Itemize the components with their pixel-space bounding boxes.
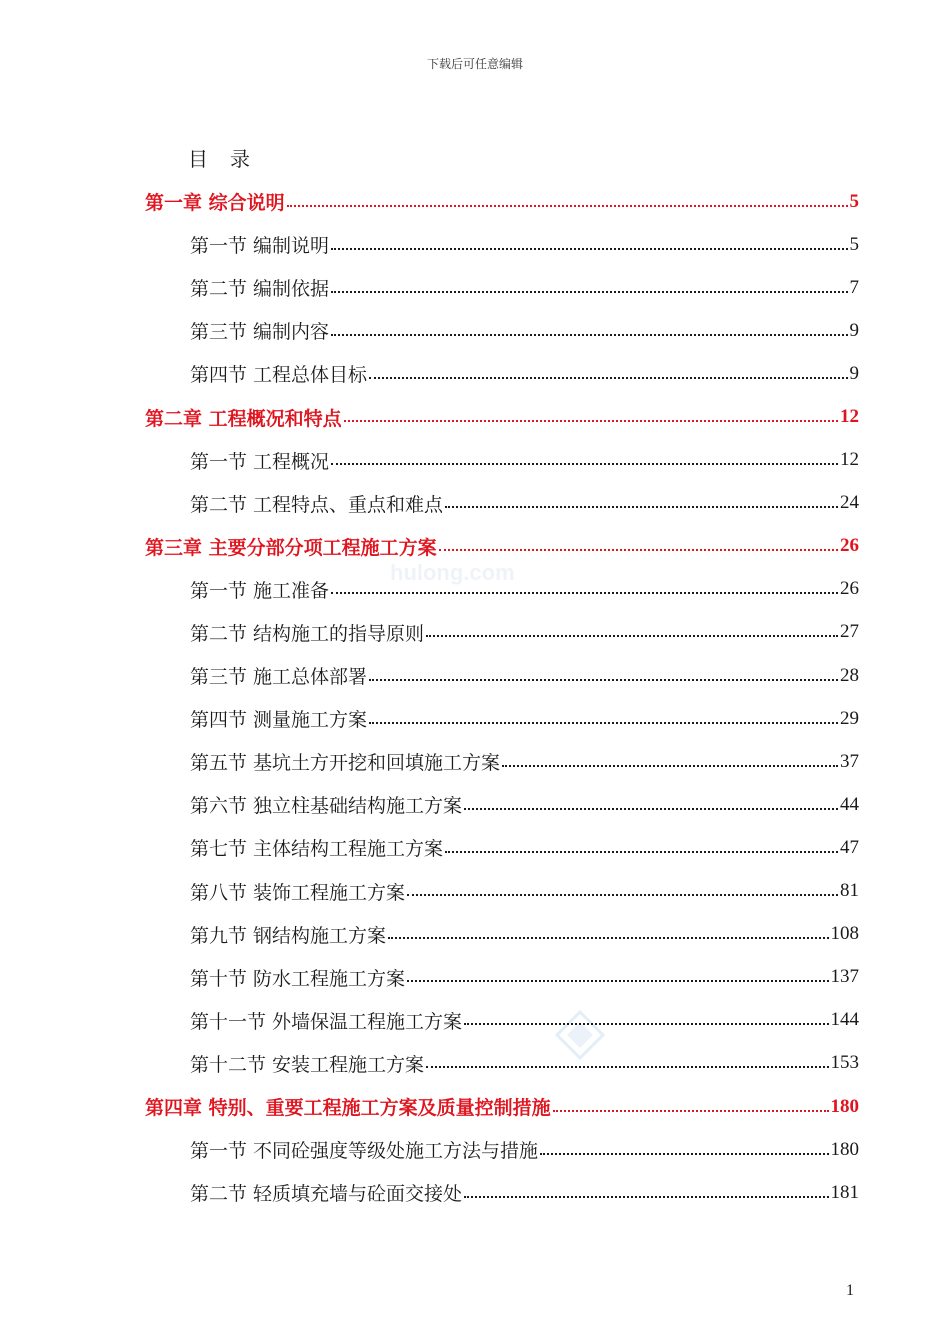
toc-entry-page: 81	[840, 880, 859, 902]
toc-chapter-entry[interactable]	[145, 395, 859, 438]
dot-leader	[331, 291, 847, 293]
toc-entry-label: 第二节 轻质填充墙与砼面交接处	[190, 1183, 463, 1206]
toc-entry-page: 37	[840, 750, 859, 772]
page-number: 1	[846, 1282, 854, 1299]
toc-entry-page: 144	[830, 1009, 859, 1031]
dot-leader	[445, 506, 838, 508]
toc-entry-label: 第三节 编制内容	[190, 321, 330, 344]
toc-entry-page: 28	[840, 664, 859, 686]
toc-section-entry[interactable]	[145, 266, 859, 309]
dot-leader	[540, 1153, 828, 1155]
dot-leader	[426, 1066, 828, 1068]
toc-entry-page: 7	[849, 276, 859, 298]
toc-chapter-entry[interactable]	[145, 180, 859, 223]
toc-section-entry[interactable]	[145, 1128, 859, 1171]
dot-leader	[331, 592, 838, 594]
dot-leader	[369, 377, 847, 379]
dot-leader	[445, 851, 838, 853]
toc-entry-page: 9	[849, 319, 859, 341]
toc-section-entry[interactable]	[145, 352, 859, 395]
toc-section-entry[interactable]	[145, 309, 859, 352]
toc-entry-label: 第二节 结构施工的指导原则	[190, 622, 425, 645]
toc-entry-label: 第四章 特别、重要工程施工方案及质量控制措施	[145, 1097, 551, 1120]
page-header: 下载后可任意编辑	[426, 57, 523, 71]
toc-entry-page: 29	[840, 707, 859, 729]
toc-entry-page: 12	[840, 449, 859, 471]
toc-section-entry[interactable]	[145, 783, 859, 826]
toc-entry-page: 27	[840, 621, 859, 643]
toc-entry-label: 第二节 工程特点、重点和难点	[190, 493, 444, 516]
dot-leader	[464, 1196, 828, 1198]
toc-section-entry[interactable]	[145, 654, 859, 697]
toc-section-entry[interactable]	[145, 1171, 859, 1214]
watermark-text: hulong.com	[390, 560, 515, 585]
toc-chapter-entry[interactable]	[145, 1085, 859, 1128]
toc-section-entry[interactable]	[145, 740, 859, 783]
dot-leader	[439, 549, 838, 551]
toc-entry-label: 第一节 编制说明	[190, 235, 330, 258]
toc-title: 目录	[188, 147, 272, 171]
dot-leader	[464, 808, 838, 810]
dot-leader	[287, 205, 848, 207]
toc-entry-label: 第二节 编制依据	[190, 278, 330, 301]
toc-entry-label: 第八节 装饰工程施工方案	[190, 881, 406, 904]
toc-entry-label: 第五节 基坑土方开挖和回填施工方案	[190, 752, 501, 775]
toc-section-entry[interactable]	[145, 956, 859, 999]
dot-leader	[369, 722, 838, 724]
dot-leader	[553, 1110, 829, 1112]
dot-leader	[464, 1023, 828, 1025]
dot-leader	[344, 420, 838, 422]
toc-entry-page: 5	[849, 190, 859, 212]
toc-entry-label: 第十二节 安装工程施工方案	[190, 1053, 425, 1076]
dot-leader	[331, 334, 847, 336]
toc-section-entry[interactable]	[145, 870, 859, 913]
toc-section-entry[interactable]	[145, 913, 859, 956]
dot-leader	[388, 937, 828, 939]
toc-section-entry[interactable]	[145, 611, 859, 654]
toc-entry-page: 26	[840, 578, 859, 600]
dot-leader	[407, 980, 828, 982]
toc-section-entry[interactable]	[145, 1042, 859, 1085]
toc-entry-page: 180	[830, 1138, 859, 1160]
dot-leader	[502, 765, 838, 767]
toc-entry-page: 181	[830, 1181, 859, 1203]
toc-section-entry[interactable]	[145, 439, 859, 482]
toc-entry-page: 108	[830, 923, 859, 945]
toc-entry-page: 26	[840, 535, 859, 557]
toc-entry-page: 153	[830, 1052, 859, 1074]
toc-entry-label: 第一节 工程概况	[190, 450, 330, 473]
toc-section-entry[interactable]	[145, 697, 859, 740]
toc-entry-page: 24	[840, 492, 859, 514]
dot-leader	[426, 635, 838, 637]
toc-entry-page: 180	[830, 1095, 859, 1117]
dot-leader	[407, 894, 838, 896]
toc-section-entry[interactable]	[145, 223, 859, 266]
toc-entry-label: 第十一节 外墙保温工程施工方案	[190, 1010, 463, 1033]
toc-section-entry[interactable]	[145, 826, 859, 869]
dot-leader	[331, 248, 847, 250]
toc-entry-label: 第七节 主体结构工程施工方案	[190, 838, 444, 861]
toc-entry-label: 第三章 主要分部分项工程施工方案	[145, 536, 437, 559]
toc-entry-label: 第四节 测量施工方案	[190, 709, 368, 732]
toc-entry-page: 137	[830, 966, 859, 988]
dot-leader	[369, 679, 838, 681]
toc-entry-page: 44	[840, 793, 859, 815]
toc-entry-label: 第一节 施工准备	[190, 579, 330, 602]
toc-entry-page: 12	[840, 406, 859, 428]
toc-entry-label: 第三节 施工总体部署	[190, 666, 368, 689]
toc-section-entry[interactable]	[145, 482, 859, 525]
toc-entry-label: 第一节 不同砼强度等级处施工方法与措施	[190, 1140, 539, 1163]
toc-entry-page: 9	[849, 362, 859, 384]
toc-section-entry[interactable]	[145, 568, 859, 611]
toc-entry-page: 47	[840, 836, 859, 858]
toc-entry-label: 第九节 钢结构施工方案	[190, 924, 387, 947]
table-of-contents	[145, 180, 859, 1214]
toc-entry-label: 第十节 防水工程施工方案	[190, 967, 406, 990]
toc-entry-label: 第四节 工程总体目标	[190, 364, 368, 387]
toc-entry-label: 第二章 工程概况和特点	[145, 407, 342, 430]
toc-entry-page: 5	[849, 233, 859, 255]
toc-section-entry[interactable]	[145, 999, 859, 1042]
dot-leader	[331, 463, 838, 465]
toc-entry-label: 第一章 综合说明	[145, 192, 285, 215]
toc-entry-label: 第六节 独立柱基础结构施工方案	[190, 795, 463, 818]
toc-chapter-entry[interactable]	[145, 525, 859, 568]
